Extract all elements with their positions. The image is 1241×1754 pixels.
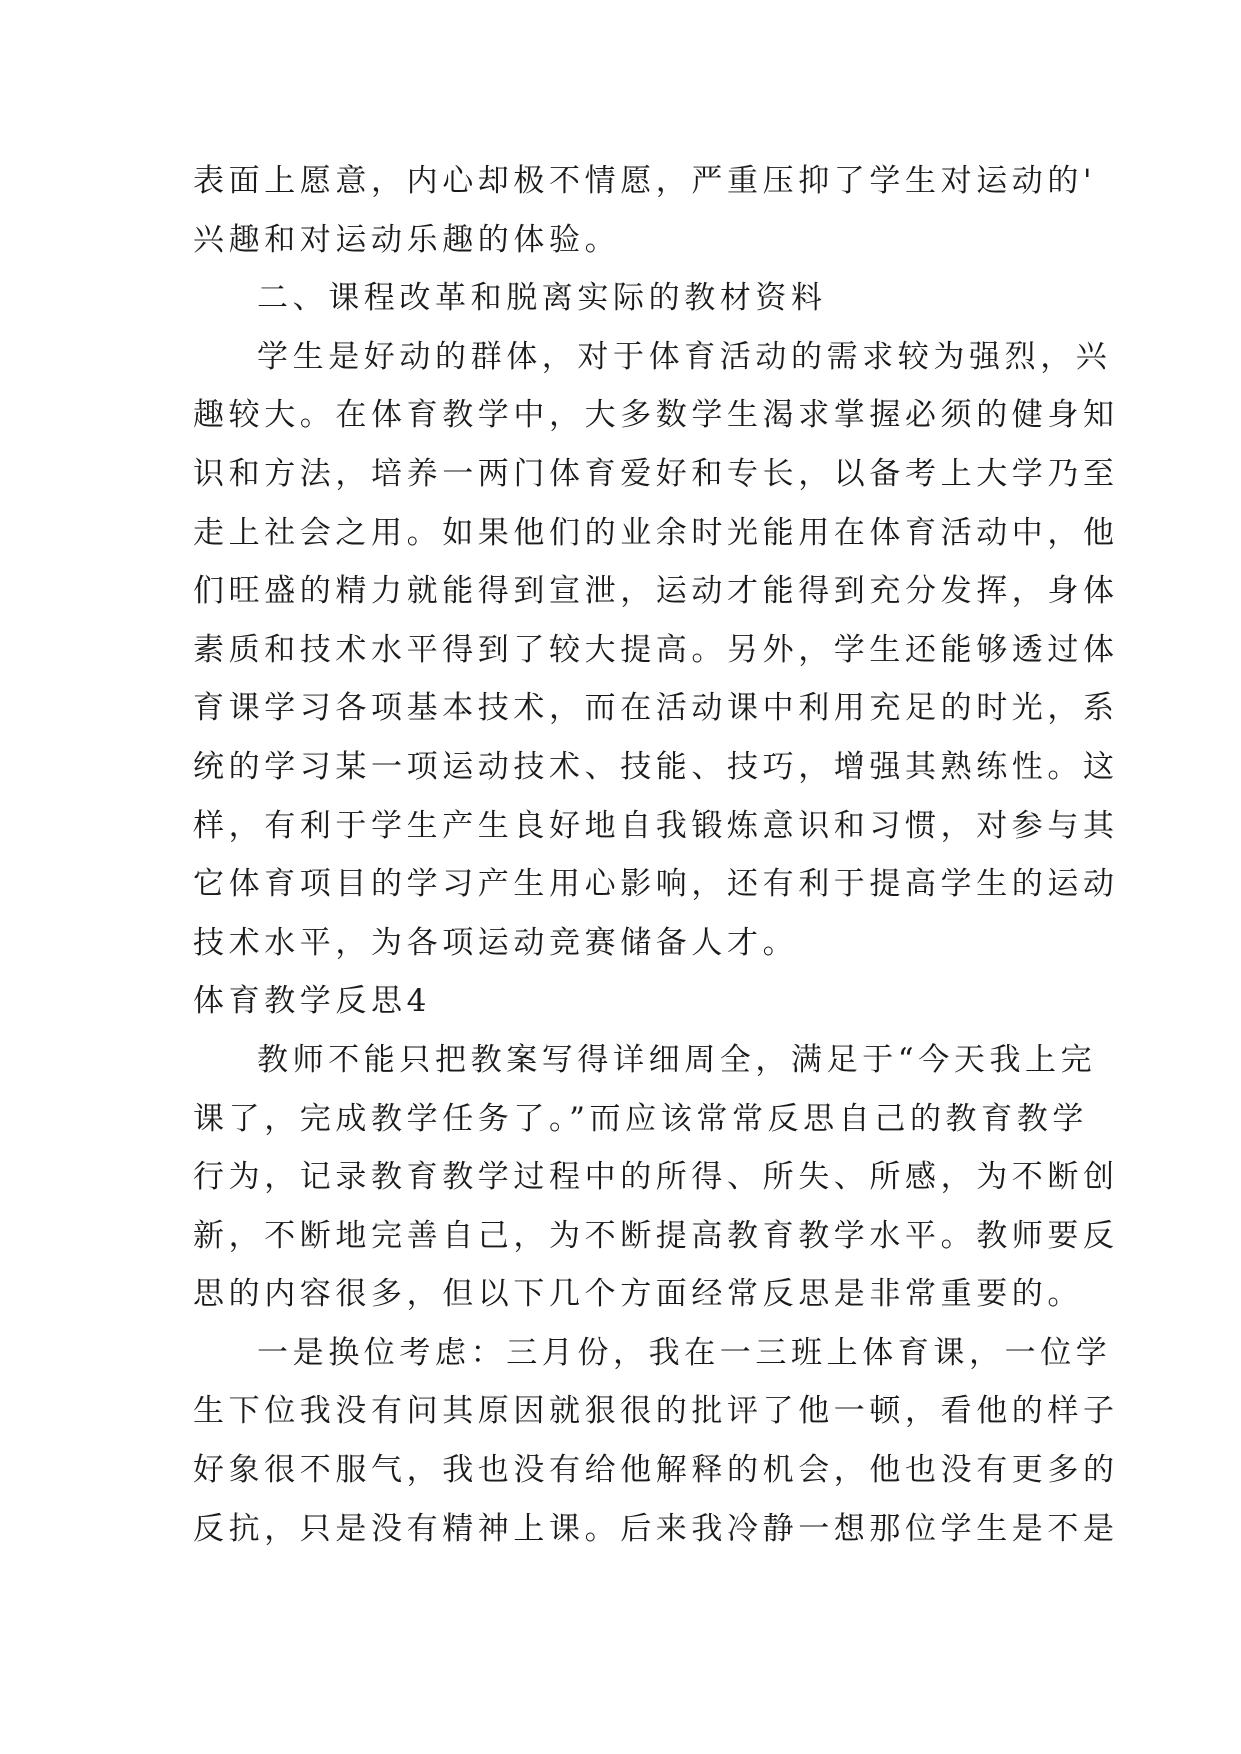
- text-line: 育课学习各项基本技术，而在活动课中利用充足的时光，系: [193, 690, 1119, 727]
- text-line: 反抗，只是没有精神上课。后来我冷静一想那位学生是不是: [193, 1510, 1119, 1547]
- text-line: 课了，完成教学任务了。”而应该常常反思自己的教育教学: [193, 1100, 1088, 1137]
- text-line: 素质和技术水平得到了较大提高。另外，学生还能够透过体: [193, 631, 1119, 668]
- text-line: 统的学习某一项运动技术、技能、技巧，增强其熟练性。这: [193, 748, 1119, 785]
- text-line: 们旺盛的精力就能得到宣泄，运动才能得到充分发挥，身体: [193, 573, 1119, 610]
- text-line: 趣较大。在体育教学中，大多数学生渴求掌握必须的健身知: [193, 397, 1119, 434]
- text-line: 思的内容很多，但以下几个方面经常反思是非常重要的。: [193, 1276, 1083, 1313]
- text-line: 新，不断地完善自己，为不断提高教育教学水平。教师要反: [193, 1217, 1119, 1254]
- section-heading: 二、课程改革和脱离实际的教材资料: [257, 280, 827, 317]
- text-line: 一是换位考虑：三月份，我在一三班上体育课，一位学: [257, 1334, 1112, 1371]
- text-line: 表面上愿意，内心却极不情愿，严重压抑了学生对运动的': [193, 163, 1097, 199]
- text-line: 样，有利于学生产生良好地自我锻炼意识和习惯，对参与其: [193, 807, 1119, 844]
- text-line: 兴趣和对运动乐趣的体验。: [193, 221, 621, 258]
- text-line: 识和方法，培养一两门体育爱好和专长，以备考上大学乃至: [193, 455, 1119, 492]
- text-line: 走上社会之用。如果他们的业余时光能用在体育活动中，他: [193, 514, 1119, 551]
- text-line: 生下位我没有问其原因就狠很的批评了他一顿，看他的样子: [193, 1393, 1119, 1430]
- article-title: 体育教学反思4: [193, 983, 431, 1020]
- text-line: 好象很不服气，我也没有给他解释的机会，他也没有更多的: [193, 1452, 1119, 1489]
- text-line: 行为，记录教育教学过程中的所得、所失、所感，为不断创: [193, 1159, 1119, 1196]
- text-line: 教师不能只把教案写得详细周全，满足于“今天我上完: [257, 1041, 1097, 1078]
- text-line: 技术水平，为各项运动竞赛储备人才。: [193, 924, 799, 961]
- text-line: 它体育项目的学习产生用心影响，还有利于提高学生的运动: [193, 866, 1119, 903]
- text-line: 学生是好动的群体，对于体育活动的需求较为强烈，兴: [257, 338, 1112, 375]
- document-body: [193, 152, 1119, 1558]
